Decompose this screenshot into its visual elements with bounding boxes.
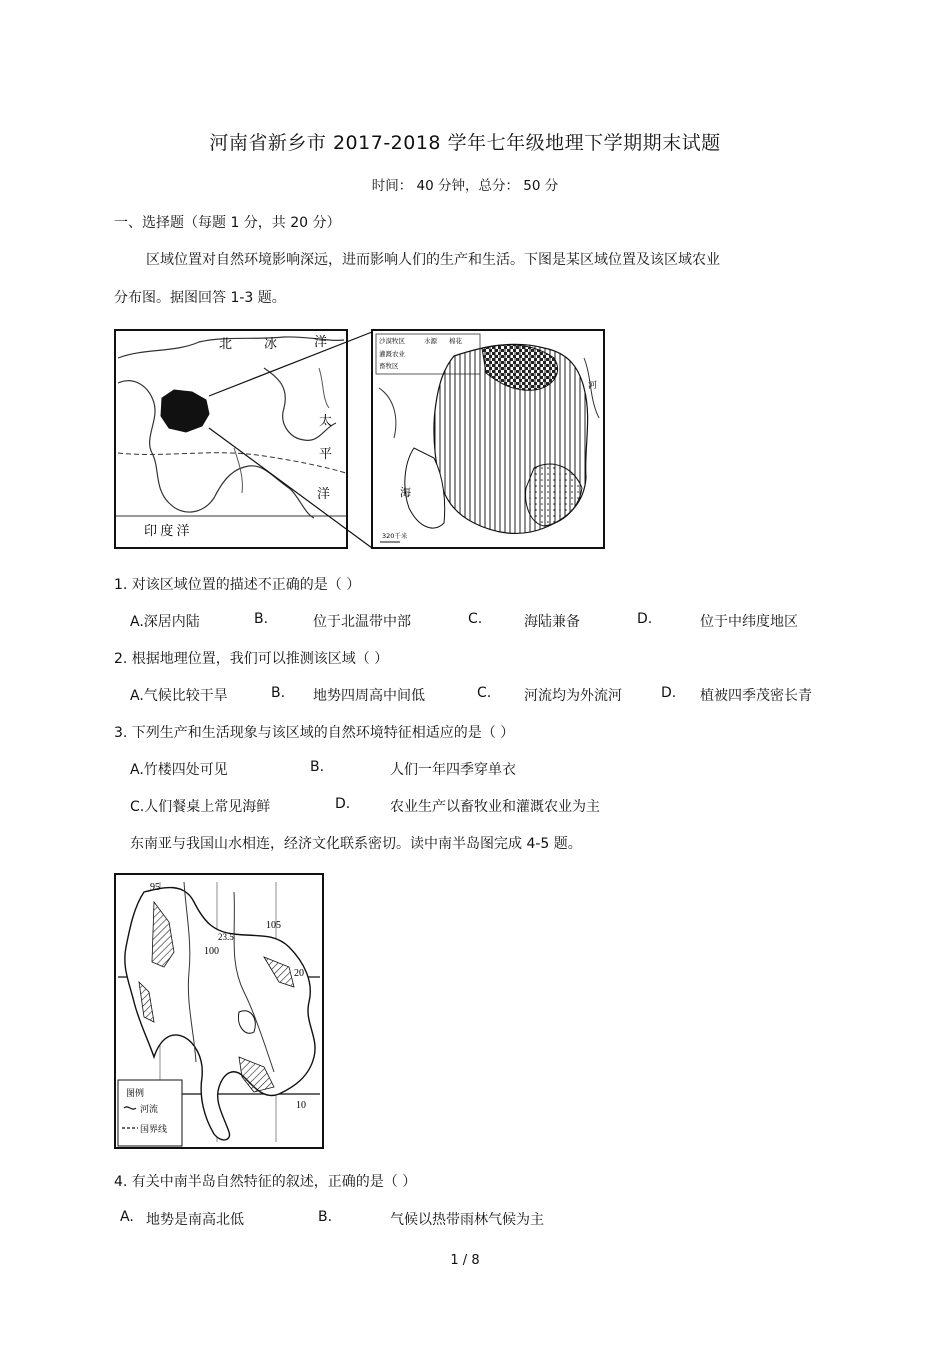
page-number: 1 / 8 bbox=[450, 1253, 480, 1268]
map1-legend-4: 灌溉农业 bbox=[379, 350, 405, 358]
map2-lon-100: 100 bbox=[204, 946, 219, 957]
q3-option-c-letter: C. bbox=[130, 799, 145, 815]
intro-line-2: 分布图。据图回答 1-3 题。 bbox=[114, 290, 286, 306]
q2-stem: 2. 根据地理位置，我们可以推测该区域（ ） bbox=[114, 651, 389, 667]
q1-option-b-letter[interactable]: B. bbox=[254, 611, 269, 627]
map2-legend-border: 国界线 bbox=[140, 1125, 168, 1135]
q1-option-a-text: 深居内陆 bbox=[143, 614, 200, 630]
intro-southeast-asia: 东南亚与我国山水相连，经济文化联系密切。读中南半岛图完成 4-5 题。 bbox=[130, 836, 582, 852]
map1-legend-2: 水源 bbox=[424, 337, 437, 345]
q3-option-d-text: 农业生产以畜牧业和灌溉农业为主 bbox=[390, 799, 600, 815]
q4-stem: 4. 有关中南半岛自然特征的叙述，正确的是（ ） bbox=[114, 1174, 417, 1190]
q2-option-a-letter: A. bbox=[130, 688, 144, 704]
map1-river-label: 河 bbox=[588, 380, 598, 390]
map2-lat-23-5: 23.5 bbox=[218, 932, 234, 942]
map1-label-bing: 冰 bbox=[264, 336, 278, 351]
q2-option-d-text: 植被四季茂密长青 bbox=[700, 688, 812, 704]
q1-option-d-text: 位于中纬度地区 bbox=[700, 614, 798, 630]
q4-option-b-text: 气候以热带雨林气候为主 bbox=[390, 1212, 544, 1228]
map2-lon-95: 95 bbox=[150, 882, 160, 893]
map1-label-tai: 太 bbox=[319, 413, 333, 428]
indochina-map bbox=[114, 872, 326, 1150]
exam-time-score: 时间： 40 分钟，总分： 50 分 bbox=[371, 178, 559, 194]
q1-option-c-text: 海陆兼备 bbox=[524, 614, 580, 630]
q1-option-c-letter[interactable]: C. bbox=[468, 611, 483, 627]
q1-option-d-letter[interactable]: D. bbox=[637, 611, 653, 627]
q3-option-a-letter: A. bbox=[130, 762, 144, 778]
map1-label-indian-ocean: 印 度 洋 bbox=[144, 523, 190, 538]
intro-line-1: 区域位置对自然环境影响深远，进而影响人们的生产和生活。下图是某区域位置及该区域农业 bbox=[146, 252, 720, 268]
q3-option-b-letter[interactable]: B. bbox=[310, 759, 325, 775]
q1-option-b-text: 位于北温带中部 bbox=[313, 614, 411, 630]
section-heading: 一、选择题（每题 1 分，共 20 分） bbox=[114, 215, 341, 231]
q1-option-a[interactable] bbox=[130, 611, 200, 631]
q2-option-b-text: 地势四周高中间低 bbox=[313, 688, 425, 704]
q1-stem: 1. 对该区域位置的描述不正确的是（ ） bbox=[114, 577, 361, 593]
q2-option-c-letter[interactable]: C. bbox=[477, 685, 492, 701]
q2-option-a-text: 气候比较干旱 bbox=[143, 688, 228, 704]
q3-stem: 3. 下列生产和生活现象与该区域的自然环境特征相适应的是（ ） bbox=[114, 725, 515, 741]
q3-option-a[interactable] bbox=[130, 759, 228, 779]
map1-legend-1: 沙漠牧区 bbox=[379, 337, 405, 345]
q4-option-b-letter[interactable]: B. bbox=[318, 1209, 333, 1225]
map1-label-yang-1: 洋 bbox=[314, 334, 328, 349]
map2-lat-10: 10 bbox=[296, 1100, 306, 1111]
q1-option-a-letter: A. bbox=[130, 614, 144, 630]
map1-legend-5: 畜牧区 bbox=[379, 362, 399, 370]
q2-option-b-letter[interactable]: B. bbox=[271, 685, 286, 701]
map1-label-ping: 平 bbox=[319, 446, 333, 461]
q4-option-a-text: 地势是南高北低 bbox=[146, 1212, 244, 1228]
q3-option-c[interactable] bbox=[130, 796, 270, 816]
map2-lat-20: 20 bbox=[294, 968, 304, 979]
map2-legend-title: 图例 bbox=[126, 1089, 145, 1099]
q3-option-a-text: 竹楼四处可见 bbox=[143, 762, 228, 778]
map1-sea-label: 海 bbox=[400, 487, 411, 499]
q2-option-d-letter[interactable]: D. bbox=[661, 685, 677, 701]
q4-option-a-letter[interactable]: A. bbox=[120, 1209, 134, 1225]
q3-option-d-letter[interactable]: D. bbox=[335, 796, 351, 812]
map2-legend-river: 河流 bbox=[140, 1105, 159, 1115]
q3-option-b-text: 人们一年四季穿单衣 bbox=[390, 762, 516, 778]
map1-label-yang-2: 洋 bbox=[317, 486, 331, 501]
region-location-map bbox=[114, 328, 608, 552]
exam-title: 河南省新乡市 2017-2018 学年七年级地理下学期期末试题 bbox=[209, 132, 721, 154]
map1-scale: 320千米 bbox=[382, 532, 408, 540]
map1-legend-3: 棉花 bbox=[449, 337, 462, 345]
map1-label-bei: 北 bbox=[219, 336, 233, 351]
map2-lon-105: 105 bbox=[266, 920, 281, 931]
q3-option-c-text: 人们餐桌上常见海鲜 bbox=[144, 799, 271, 815]
q2-option-c-text: 河流均为外流河 bbox=[524, 688, 622, 704]
q2-option-a[interactable] bbox=[130, 685, 228, 705]
